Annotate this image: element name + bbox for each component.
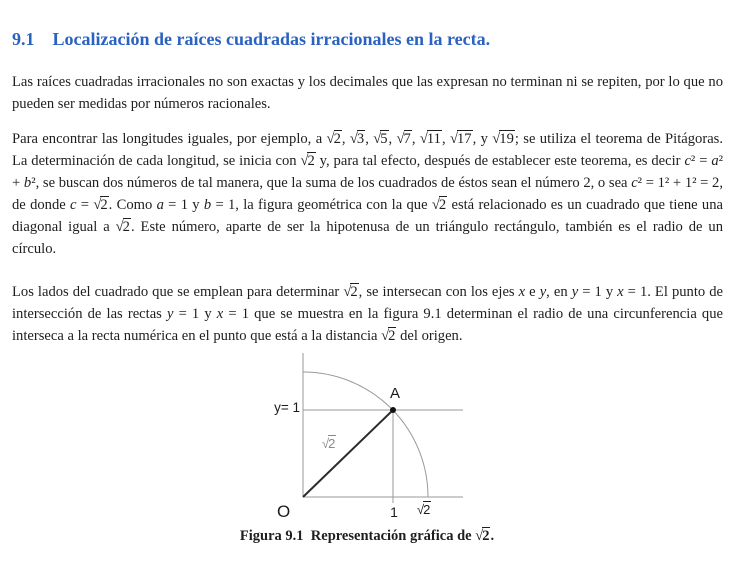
figure-9-1-diagram: [255, 348, 470, 510]
figure-caption: Figura 9.1 Representación gráfica de √2.: [239, 528, 495, 544]
label-point-a: A: [389, 385, 400, 402]
section-heading: [12, 27, 724, 51]
body-paragraph-2: Para encontrar las longitudes iguales, por ejemplo, a √2, √3, √5, √7, √11, √17, y √19; se utiliza el teorema de Pitágoras. La determinación de cada longitud, se inicia con √2 y, para tal efecto, después de establecer este teorema, es decir c² = a² + b², se buscan dos números de tal manera, que la suma de los cuadrados de éstos sean el número 2, o sea c² = 1² + 1² = 2, de donde c = √2. Como a = 1 y b = 1, la figura geométrica con la que √2 está relacionado es un cuadrado que tiene una diagonal igual a √2. Este número, aparte de ser la hipotenusa de un triángulo rectángulo, también es el radio de un círculo.: [12, 130, 724, 257]
body-paragraph-3: Los lados del cuadrado que se emplean para determinar √2, se intersecan con los ejes x e y, en y = 1 y x = 1. El punto de intersección de las rectas y = 1 y x = 1 que se muestra en la figura 9.1 determinan el radio de una circunferencia que interseca a la recta numérica en el punto que está a la distancia √2 del origen.: [12, 283, 723, 344]
label-x-equals-1: 1: [390, 504, 398, 520]
label-sqrt2-diagonal: √2: [322, 436, 336, 451]
label-origin: O: [277, 502, 291, 521]
body-paragraph-1: Las raíces cuadradas irracionales no son exactas y los decimales que las expresan no terminan ni se repiten, por lo que no pueden ser medidas por números racionales.: [12, 73, 723, 112]
point-a-dot: [390, 407, 396, 413]
section-title: Localización de raíces cuadradas irracionales en la recta.: [52, 28, 491, 49]
label-sqrt2-axis: √2: [417, 502, 431, 517]
label-y-equals-1: y= 1: [274, 400, 300, 415]
section-number: 9.1: [12, 28, 35, 49]
diagonal-hypotenuse-line: [303, 410, 393, 497]
